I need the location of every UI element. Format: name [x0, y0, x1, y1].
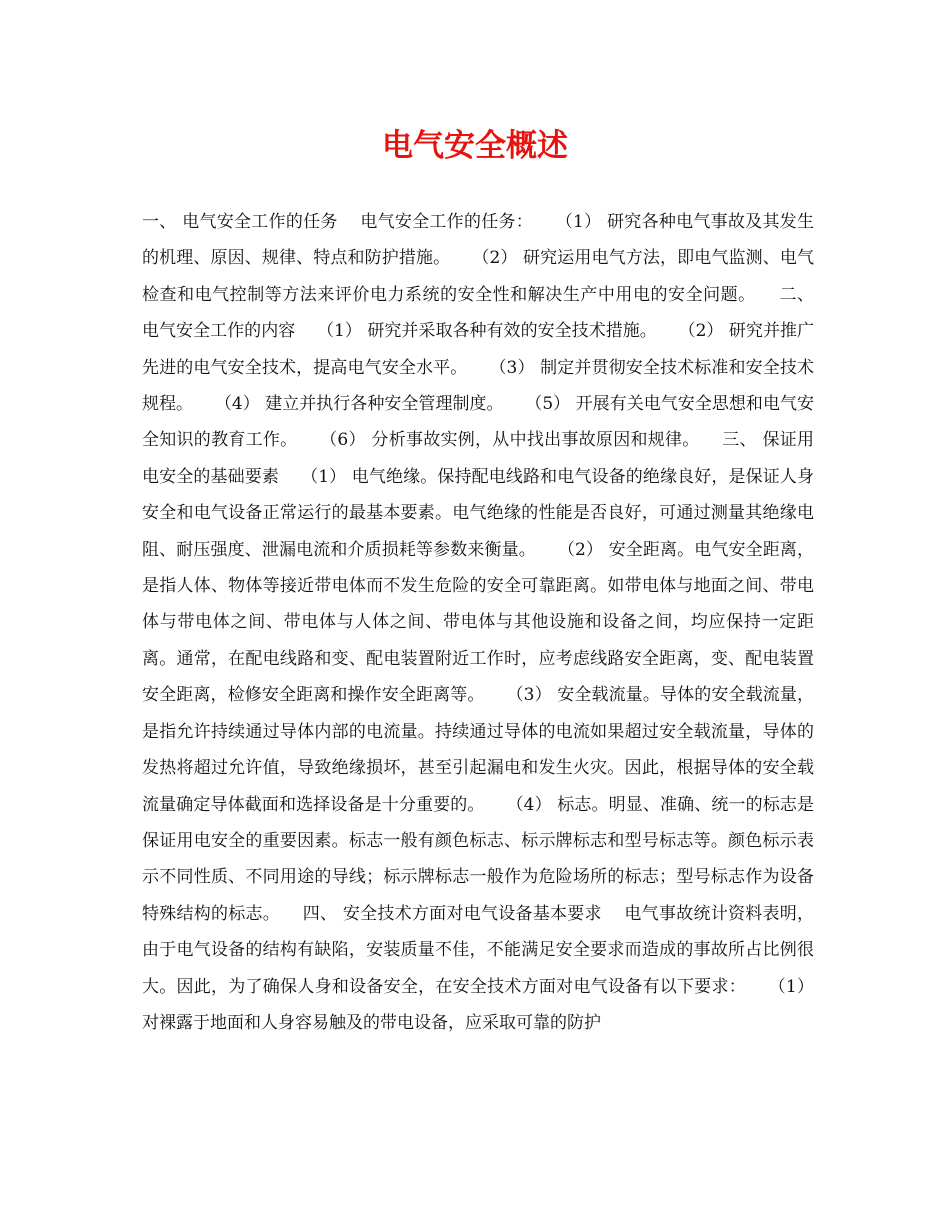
document-body-paragraph: 一、 电气安全工作的任务 电气安全工作的任务： （1） 研究各种电气事故及其发生的机理、原因、规律、特点和防护措施。 （2） 研究运用电气方法，即电气监测、电气检查和电气控制等方法来评价电力系统的安全性和解决生产中用电的安全问题。 二、 电气安全工作的内容 （1） 研究并采取各种有效的安全技术措施。 （2） 研究并推广先进的电气安全技术，提高电气安全水平。 （3） 制定并贯彻安全技术标准和安全技术规程。 （4） 建立并执行各种安全管理制度。 （5） 开展有关电气安全思想和电气安全知识的教育工作。 （6） 分析事故实例，从中找出事故原因和规律。 三、 保证用电安全的基础要素 （1） 电气绝缘。保持配电线路和电气设备的绝缘良好，是保证人身安全和电气设备正常运行的最基本要素。电气绝缘的性能是否良好，可通过测量其绝缘电阻、耐压强度、泄漏电流和介质损耗等参数来衡量。 （2） 安全距离。电气安全距离，是指人体、物体等接近带电体而不发生危险的安全可靠距离。如带电体与地面之间、带电体与带电体之间、带电体与人体之间、带电体与其他设施和设备之间，均应保持一定距离。通常，在配电线路和变、配电装置附近工作时，应考虑线路安全距离，变、配电装置安全距离，检修安全距离和操作安全距离等。 （3） 安全载流量。导体的安全载流量，是指允许持续通过导体内部的电流量。持续通过导体的电流如果超过安全载流量，导体的发热将超过允许值，导致绝缘损坏，甚至引起漏电和发生火灾。因此，根据导体的安全载流量确定导体截面和选择设备是十分重要的。 （4） 标志。明显、准确、统一的标志是保证用电安全的重要因素。标志一般有颜色标志、标示牌标志和型号标志等。颜色标示表示不同性质、不同用途的导线；标示牌标志一般作为危险场所的标志；型号标志作为设备特殊结构的标志。 四、 安全技术方面对电气设备基本要求 电气事故统计资料表明，由于电气设备的结构有缺陷，安装质量不佳，不能满足安全要求而造成的事故所占比例很大。因此，为了确保人身和设备安全，在安全技术方面对电气设备有以下要求： （1） 对裸露于地面和人身容易触及的带电设备，应采取可靠的防护 [142, 212, 820, 1033]
document-title: 电气安全概述 [382, 128, 568, 164]
